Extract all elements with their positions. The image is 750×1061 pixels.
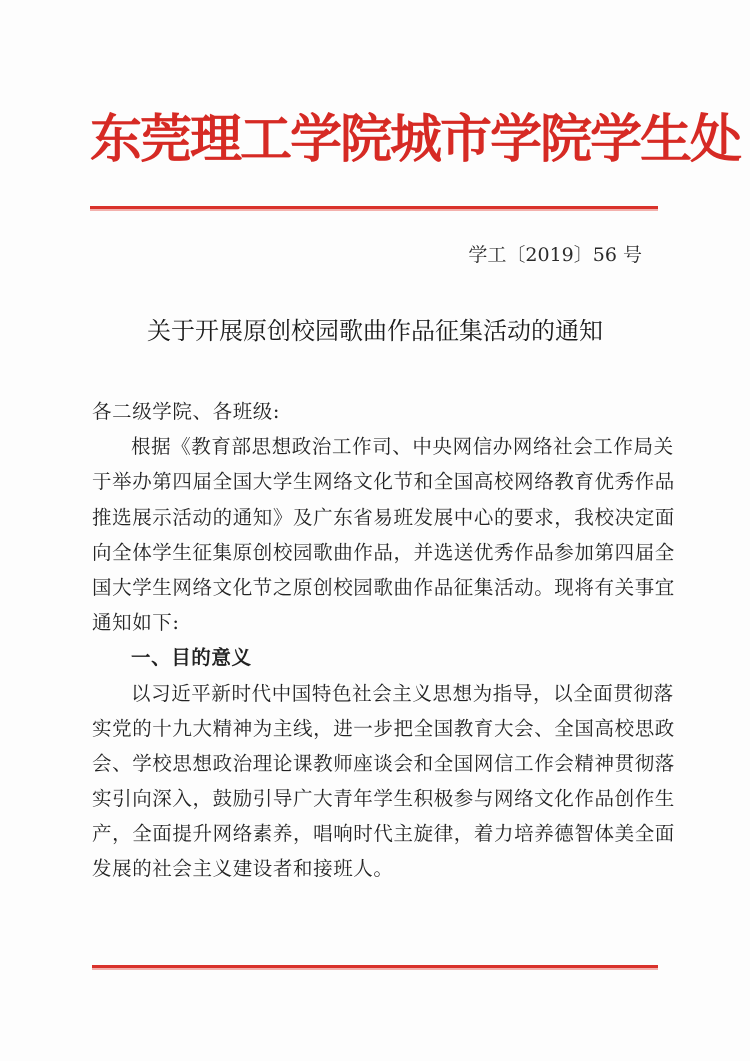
section-line: 实引向深入，鼓励引导广大青年学生积极参与网络文化作品创作生 xyxy=(92,787,675,811)
header-divider-line xyxy=(90,206,658,209)
section-line: 实党的十九大精神为主线，进一步把全国教育大会、全国高校思政 xyxy=(92,716,675,740)
intro-line: 于举办第四届全国大学生网络文化节和全国高校网络教育优秀作品 xyxy=(92,470,675,494)
section-line: 产，全面提升网络素养，唱响时代主旋律，着力培养德智体美全面 xyxy=(92,822,675,846)
document-title: 关于开展原创校园歌曲作品征集活动的通知 xyxy=(147,317,603,345)
section-line: 会、学校思想政治理论课教师座谈会和全国网信工作会精神贯彻落 xyxy=(92,751,675,775)
section-heading: 一、目的意义 xyxy=(131,646,252,670)
addressee: 各二级学院、各班级: xyxy=(92,400,281,423)
intro-line: 根据《教育部思想政治工作司、中央网信办网络社会工作局关 xyxy=(131,435,674,459)
intro-line: 推选展示活动的通知》及广东省易班发展中心的要求，我校决定面 xyxy=(92,505,675,529)
section-line: 发展的社会主义建设者和接班人。 xyxy=(92,857,394,881)
document-number: 学工〔2019〕56 号 xyxy=(468,244,642,266)
organization-header: 东莞理工学院城市学院学生处 xyxy=(90,110,741,170)
section-line: 以习近平新时代中国特色社会主义思想为指导，以全面贯彻落 xyxy=(131,681,674,705)
intro-line: 向全体学生征集原创校园歌曲作品，并选送优秀作品参加第四届全 xyxy=(92,540,675,564)
footer-divider-line xyxy=(92,965,658,968)
intro-line: 通知如下: xyxy=(92,611,180,635)
intro-line: 国大学生网络文化节之原创校园歌曲作品征集活动。现将有关事宜 xyxy=(92,575,675,599)
document-body xyxy=(92,394,675,887)
